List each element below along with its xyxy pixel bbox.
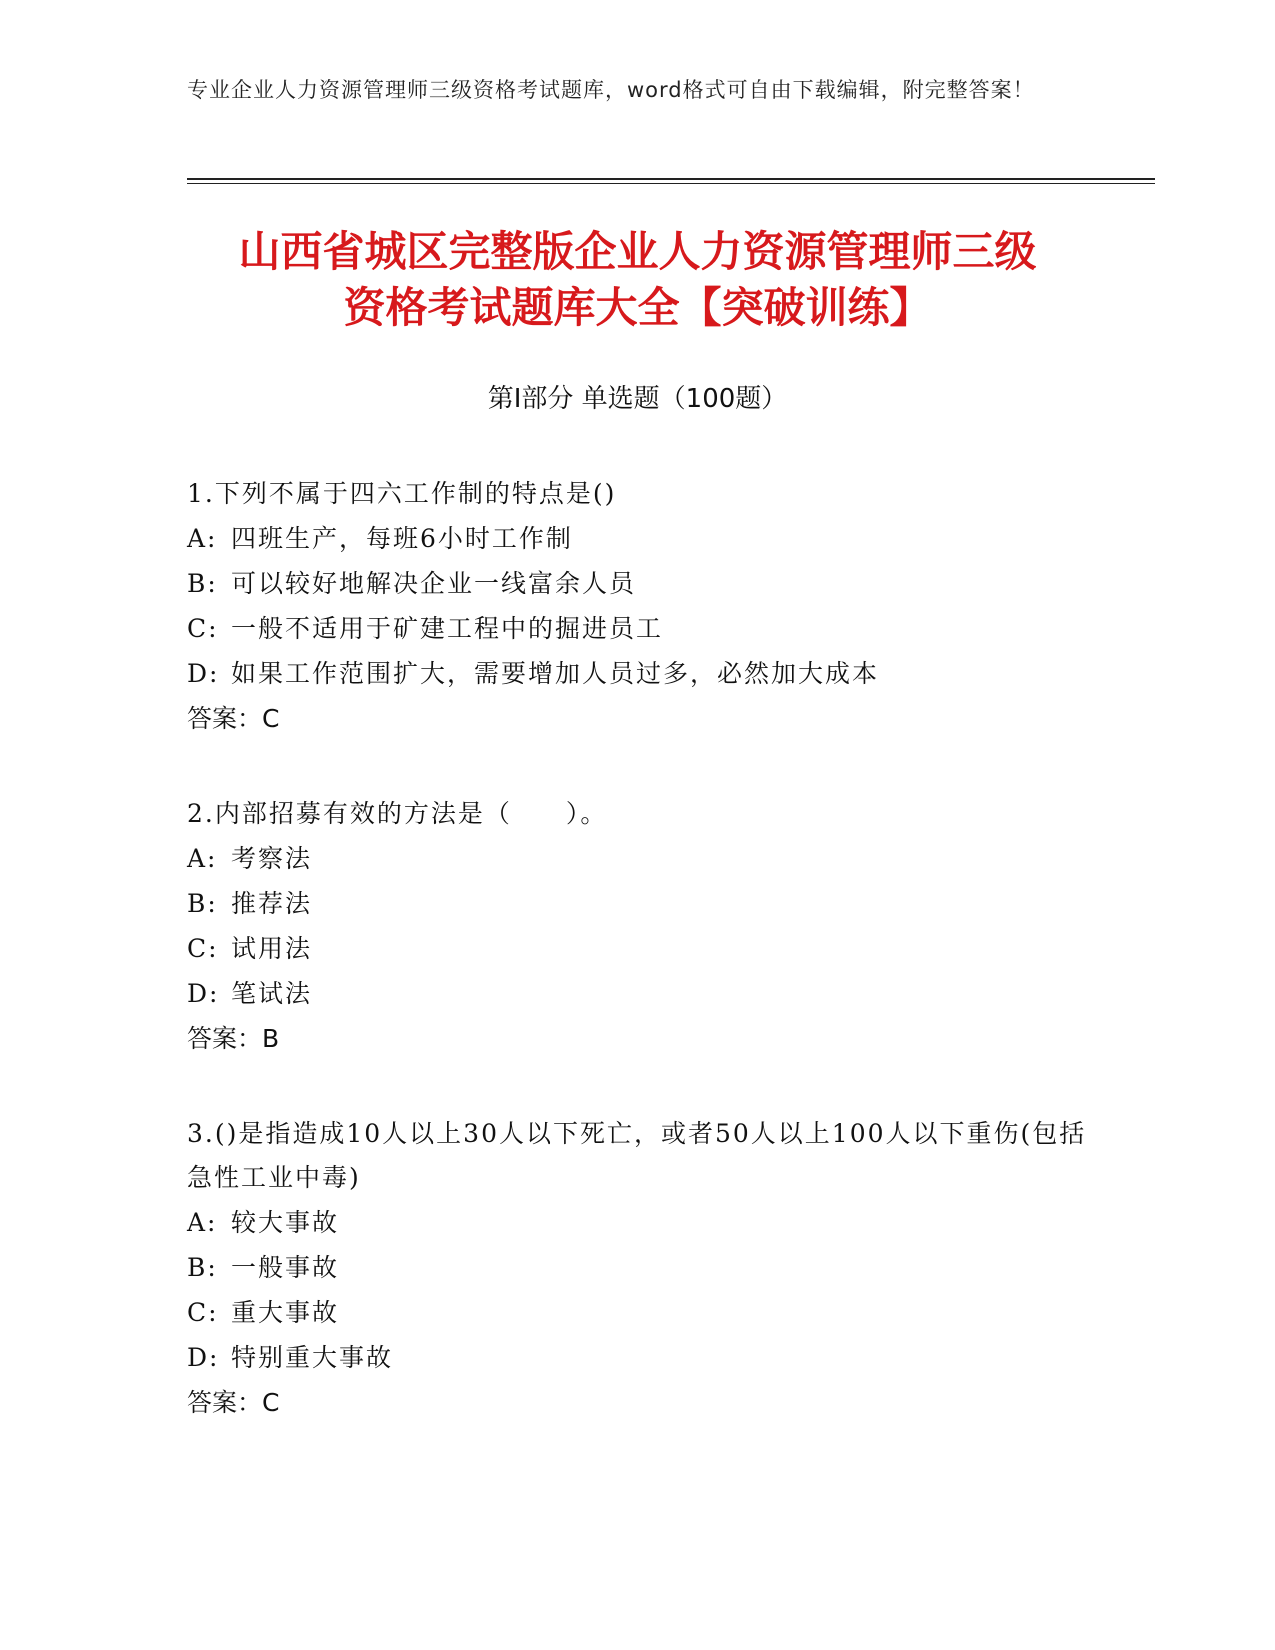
option-a: [187, 1200, 1087, 1245]
question-stem: 3.()是指造成10人以上30人以下死亡，或者50人以上100人以下重伤(包括急性工业中毒): [187, 1119, 1087, 1192]
question-1: [187, 472, 1087, 741]
option-c: [187, 606, 1087, 651]
option-key: D:: [187, 659, 220, 688]
header-divider-thick: [187, 178, 1155, 180]
option-text: 一般事故: [231, 1253, 340, 1282]
question-stem: 1.下列不属于四六工作制的特点是(): [187, 479, 617, 508]
option-text: 可以较好地解决企业一线富余人员: [231, 569, 637, 598]
header-note: 专业企业人力资源管理师三级资格考试题库，word格式可自由下载编辑，附完整答案！: [187, 78, 1035, 102]
section-title: 第Ⅰ部分 单选题（100题）: [487, 384, 788, 414]
header-divider-thin: [187, 183, 1155, 184]
option-key: A:: [187, 844, 218, 873]
option-key: B:: [187, 1253, 218, 1282]
question-2: [187, 792, 1087, 1061]
option-key: C:: [187, 1298, 219, 1327]
document-title: [150, 224, 1125, 336]
option-a: [187, 516, 1087, 561]
answer: 答案：B: [187, 1024, 280, 1053]
option-a: [187, 836, 1087, 881]
option-key: D:: [187, 979, 220, 1008]
document-title-line-2: 资格考试题库大全【突破训练】: [343, 283, 932, 332]
option-text: 较大事故: [231, 1208, 340, 1237]
option-text: 四班生产，每班6小时工作制: [231, 524, 573, 553]
option-key: A:: [187, 524, 218, 553]
question-stem: 2.内部招募有效的方法是（ ）。: [187, 799, 608, 828]
option-text: 特别重大事故: [231, 1343, 394, 1372]
option-b: [187, 561, 1087, 606]
option-key: A:: [187, 1208, 218, 1237]
option-text: 如果工作范围扩大，需要增加人员过多，必然加大成本: [231, 659, 880, 688]
answer: 答案：C: [187, 1388, 280, 1417]
option-c: [187, 926, 1087, 971]
option-text: 考察法: [231, 844, 313, 873]
option-text: 试用法: [231, 934, 313, 963]
option-c: [187, 1290, 1087, 1335]
option-d: [187, 1335, 1087, 1380]
option-text: 一般不适用于矿建工程中的掘进员工: [231, 614, 664, 643]
option-d: [187, 971, 1087, 1016]
answer: 答案：C: [187, 704, 280, 733]
document-title-line-1: 山西省城区完整版企业人力资源管理师三级: [238, 227, 1037, 276]
option-b: [187, 881, 1087, 926]
option-key: C:: [187, 934, 219, 963]
option-b: [187, 1245, 1087, 1290]
option-key: C:: [187, 614, 219, 643]
option-key: B:: [187, 889, 218, 918]
option-key: D:: [187, 1343, 220, 1372]
option-d: [187, 651, 1087, 696]
option-text: 笔试法: [231, 979, 313, 1008]
option-text: 重大事故: [231, 1298, 340, 1327]
question-3: [187, 1112, 1087, 1425]
option-text: 推荐法: [231, 889, 313, 918]
option-key: B:: [187, 569, 218, 598]
